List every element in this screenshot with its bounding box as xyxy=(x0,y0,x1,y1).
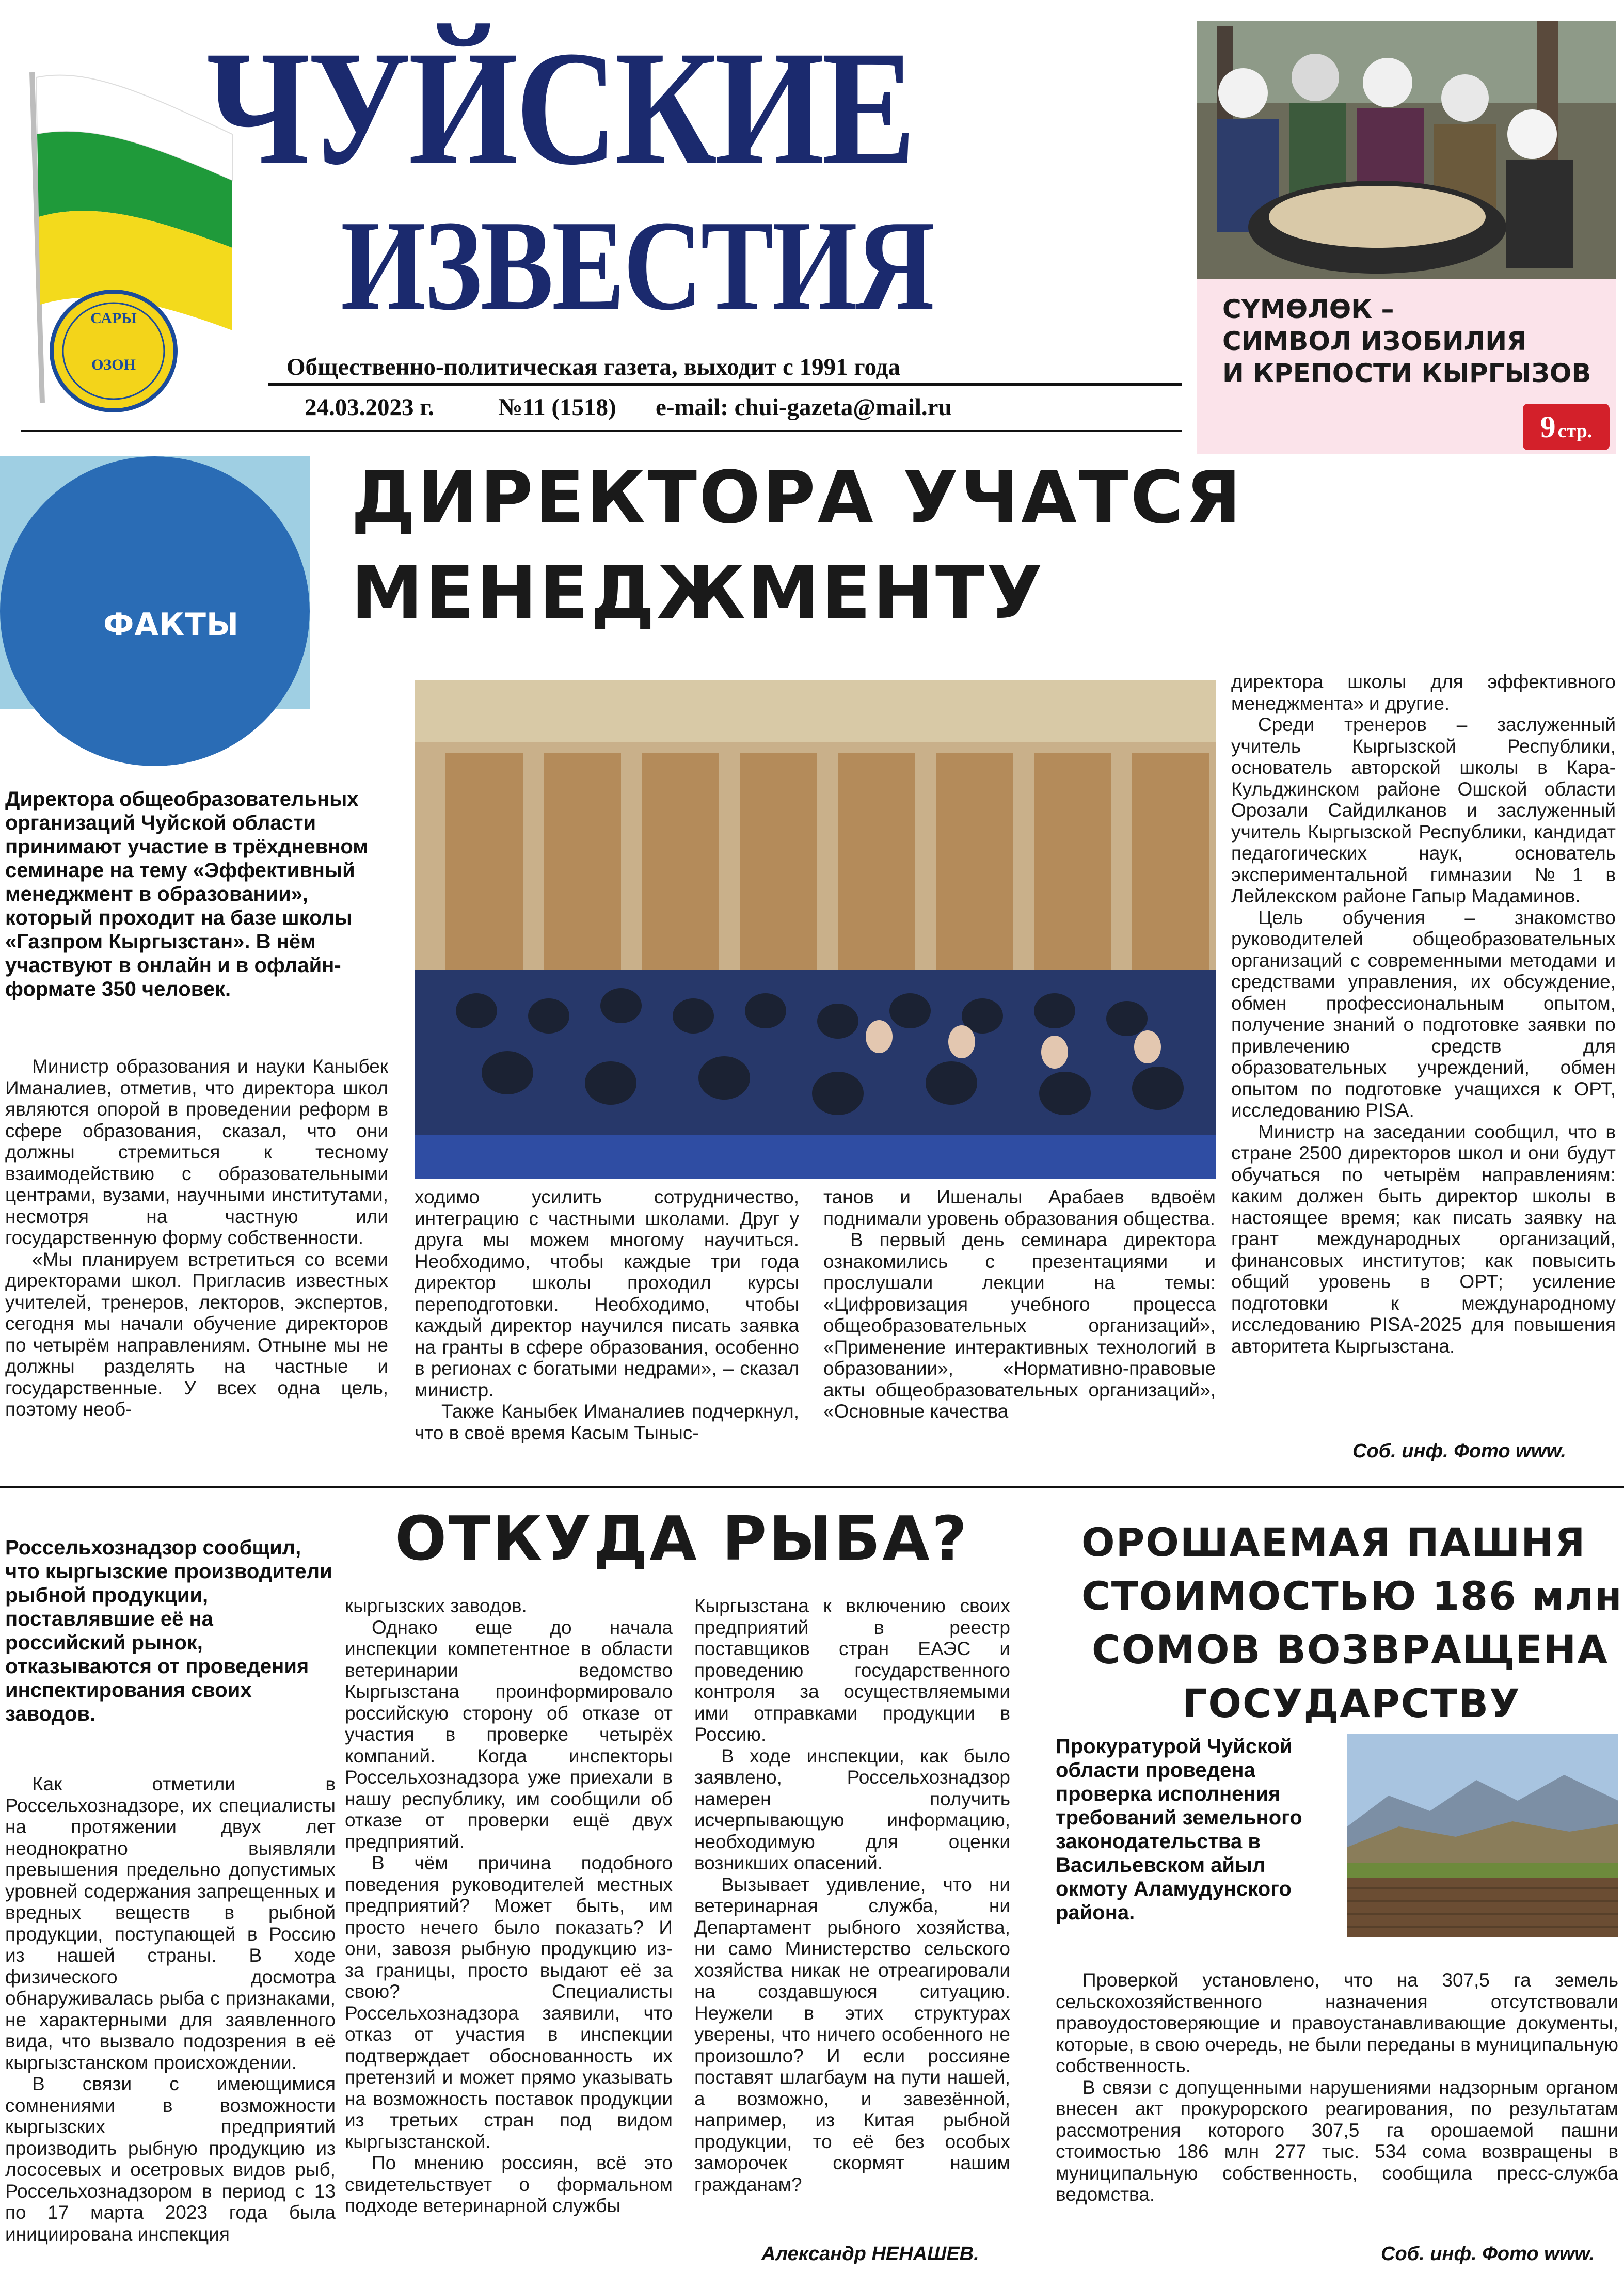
emblem-text-bottom: ОЗОН xyxy=(91,356,136,373)
page-badge[interactable] xyxy=(1523,404,1610,450)
article1-col4-paragraph: директора школы для эффективного менеджмента» и другие. xyxy=(1231,671,1616,714)
article3-headline-line2: СТОИМОСТЬЮ 186 млн xyxy=(1081,1573,1623,1619)
article1-headline-line1: ДИРЕКТОРА УЧАТСЯ xyxy=(351,456,1244,540)
article1-col3-paragraph: В первый день семинара директора ознакомились с презентациями и прослушали лекции на темы: «Цифровизация учебного процесса общеобразовательных организаций», «Применение интерактивных технологий в образовании», «Нормативно-правовые акты общеобразовательных организаций», «Основные качества xyxy=(823,1229,1216,1422)
article1-lead: Директора общеобразовательных организаций Чуйской области принимают участие в трёхдневном семинаре на тему «Эффективный менеджмент в образовании», который проходит на базе школы «Газпром Кыргызстан». В нём участвуют в онлайн и в офлайн-формате 350 человек. xyxy=(5,788,368,1000)
article3-headline-line4: ГОСУДАРСТВУ xyxy=(1182,1680,1521,1726)
article3-body xyxy=(1056,1969,1618,2238)
article1-signature: Соб. инф. Фото www. xyxy=(1352,1440,1566,1462)
article2-col3-paragraph: Вызывает удивление, что ни ветеринарная служба, ни Департамент рыбного хозяйства, ни само Министерство сельского хозяйства никак не отреагировали на создавшуюся ситуацию. Неужели в этих структурах уверены, что ничего особенного не произошло? И если россияне поставят шлагбаум на пути нашей, а возможно, и завезённой, например, из Китая рыбной продукции, то её без особых заморочек скормят нашим гражданам? xyxy=(694,1873,1010,2195)
masthead-bottom-rule xyxy=(21,430,1182,432)
section-divider xyxy=(0,1486,1624,1488)
page-badge-suffix: стр. xyxy=(1557,420,1593,442)
article1-column-4 xyxy=(1231,671,1616,1435)
article2-col2-paragraph: кыргызских заводов. xyxy=(345,1595,527,1616)
masthead-email: e-mail: chui-gazeta@mail.ru xyxy=(656,394,952,421)
article3-lead: Прокуратурой Чуйской области проведена проверка исполнения требований земельного законодательства в Васильевском айыл окмоту Аламудунского района. xyxy=(1056,1735,1302,1924)
article2-col1-paragraph: Как отметили в Россельхознадзоре, их специалисты на протяжении двух лет неоднократно выявляли превышения предельно допустимых уровней содержания запрещенных и вредных веществ в рыбной продукции, поступающей в Россию из нашей страны. В ходе физического досмотра обнаруживалась рыба с признаками, не характерными для заявленного вида, что вызвало подозрения в её кыргызстанском происхождении. xyxy=(5,1773,336,2073)
article3-paragraph: В связи с допущенными нарушениями надзорным органом внесен акт прокурорского реагирования, по результатам рассмотрения которого 307,5 га орошаемой пашни стоимостью 186 млн 277 тыс. 534 сома возвращены в муниципальную собственность, сообщила пресс-служба ведомства. xyxy=(1056,2076,1618,2205)
article1-col3-paragraph: танов и Ишеналы Арабаев вдвоём поднимали уровень образования общества. xyxy=(823,1186,1216,1229)
article2-col3-paragraph: Кыргызстана к включению своих предприятий в реестр поставщиков стран ЕАЭС и проведению государственного контроля за осуществляемыми ими отправками продукции в Россию. xyxy=(694,1595,1010,1745)
masthead-issue: №11 (1518) xyxy=(498,394,616,421)
article1-column-3 xyxy=(823,1186,1216,1465)
article3-headline-line3: СОМОВ ВОЗВРАЩЕНА xyxy=(1092,1627,1609,1673)
article1-col4-paragraph: Министр на заседании сообщил, что в стране 2500 директоров школ и они будут обучаться по четырём направлениям: каким должен быть директор школы в настоящее время; как писать заявку на грант международных организаций, финансовых институтов; как повысить общий уровень в ОРТ; усиление подготовки к международному исследованию PISA-2025 для повышения авторитета Кыргызстана. xyxy=(1231,1121,1616,1357)
article2-col2-paragraph: Однако еще до начала инспекции компетентное в области ветеринарии ведомство Кыргызстана проинформировало российскую сторону об отказе от участия в проверке четырёх компаний. Когда инспекторы Россельхознадзора уже приехали в нашу республику, им сообщили об отказе от проверки ещё двух предприятий. xyxy=(345,1616,673,1852)
promo-text-1: СҮМӨЛӨК – xyxy=(1222,294,1394,324)
conference-photo xyxy=(415,680,1216,1179)
article1-col4-paragraph: Цель обучения – знакомство руководителей общеобразовательных организаций с современными методами и средствами управления, их обсуждение, обмен профессиональным опытом, получение знаний о подготовке заявки по привлечению средств для образовательных учреждений, обмен опытом по подготовке учащихся к ОРТ, исследованию PISA. xyxy=(1231,907,1616,1121)
article1-col2-paragraph: Также Каныбек Иманалиев подчеркнул, что в своё время Касым Тыныс- xyxy=(415,1401,799,1443)
article1-col4-paragraph: Среди тренеров – заслуженный учитель Кыргызской Республики, основатель авторской школы в Кара-Кульджинском районе Ошской области Орозали Сайдилканов и заслуженный учитель Кыргызской Республики, кандидат педагогических наук, основатель экспериментальной гимназии №1 в Лейлекском районе Гапыр Мадаминов. xyxy=(1231,714,1616,907)
promo-photo xyxy=(1197,21,1616,279)
facts-label: ФАКТЫ xyxy=(103,607,240,643)
article2-signature: Александр НЕНАШЕВ. xyxy=(761,2243,979,2265)
article2-column-3 xyxy=(694,1595,1010,2230)
promo-box[interactable] xyxy=(1197,21,1616,454)
masthead-rule xyxy=(268,383,1182,386)
article1-col1-paragraph: Министр образования и науки Каныбек Иманалиев, отметив, что директора школ являются опорой в проведении реформ в сфере образования, сказал, что они должны стремиться к тесному взаимодействию с образовательными центрами, вузами, научными институтами, несмотря на частную или государственную форму собственности. xyxy=(5,1056,388,1248)
masthead-date: 24.03.2023 г. xyxy=(305,394,435,421)
article1-column-2 xyxy=(415,1186,799,1465)
article2-column-1 xyxy=(5,1773,336,2269)
article3-headline-line1: ОРОШАЕМАЯ ПАШНЯ xyxy=(1081,1519,1586,1565)
page-badge-number: 9 xyxy=(1540,410,1556,444)
masthead-title-line1: ЧУЙСКИЕ xyxy=(206,17,913,199)
article1-headline-line2: МЕНЕДЖМЕНТУ xyxy=(351,551,1045,635)
article3-signature: Соб. инф. Фото www. xyxy=(1381,2243,1595,2265)
promo-text-3: И КРЕПОСТИ КЫРГЫЗОВ xyxy=(1222,358,1591,388)
article2-lead: Россельхознадзор сообщил, что кыргызские производители рыбной продукции, поставлявшие её на российский рынок, отказываются от проведения инспектирования своих заводов. xyxy=(5,1536,332,1725)
promo-text-2: СИМВОЛ ИЗОБИЛИЯ xyxy=(1222,326,1527,356)
landscape-photo xyxy=(1347,1734,1618,1937)
article2-col2-paragraph: В чём причина подобного поведения руководителей местных предприятий? Может быть, им просто нечего было показать? И они, завозя рыбную продукцию из-за границы, просто выдают её за свою? Специалисты Россельхознадзора заявили, что отказ от участия в инспекции подтверждает обоснованность их претензий и может прямо указывать на возможность поставок продукции из третьих стран под видом кыргызстанской. xyxy=(345,1852,673,2152)
article2-col2-paragraph: По мнению россиян, всё это свидетельствует о формальном подходе ветеринарной службы xyxy=(345,2152,673,2216)
article1-col1-paragraph: «Мы планируем встретиться со всеми директорами школ. Пригласив известных учителей, тренеров, лекторов, экспертов, сегодня мы начали обучение директоров по четырём направлениям. Отныне мы не должны разделять на частные и государственные. У всех одна цель, поэтому необ- xyxy=(5,1248,388,1420)
article1-col2-paragraph: ходимо усилить сотрудничество, интеграцию с частными школами. Друг у друга мы можем многому научиться. Необходимо, чтобы каждые три года директор школы проходил курсы переподготовки. Необходимо, чтобы каждый директор научился писать заявка на гранты в сфере образования, особенно в регионах с богатыми недрами», – сказал министр. xyxy=(415,1186,799,1401)
article2-column-2 xyxy=(345,1595,673,2269)
article2-headline: ОТКУДА РЫБА? xyxy=(395,1503,969,1574)
article2-col1-paragraph: В связи с имеющимися сомнениями в возможности кыргызских предприятий производить рыбную продукцию из лососевых и осетровых видов рыб, Россельхознадзором в период с 13 по 17 марта 2023 года была инициирована инспекция xyxy=(5,2073,336,2245)
masthead-subtitle: Общественно-политическая газета, выходит с 1991 года xyxy=(286,354,900,380)
emblem-text-top: САРЫ xyxy=(90,310,137,327)
article3-paragraph: Проверкой установлено, что на 307,5 га земель сельскохозяйственного назначения отсутствовали правоудостоверяющие и правоустанавливающие документы, которые, в свою очередь, не были переданы в муниципальную собственность. xyxy=(1056,1969,1618,2076)
article2-col3-paragraph: В ходе инспекции, как было заявлено, Россельхознадзор намерен получить исчерпывающую информацию, необходимую для оценки возникших опасений. xyxy=(694,1745,1010,1873)
masthead-title-line2: ИЗВЕСТИЯ xyxy=(341,194,933,337)
article1-column-1 xyxy=(5,1056,388,1469)
